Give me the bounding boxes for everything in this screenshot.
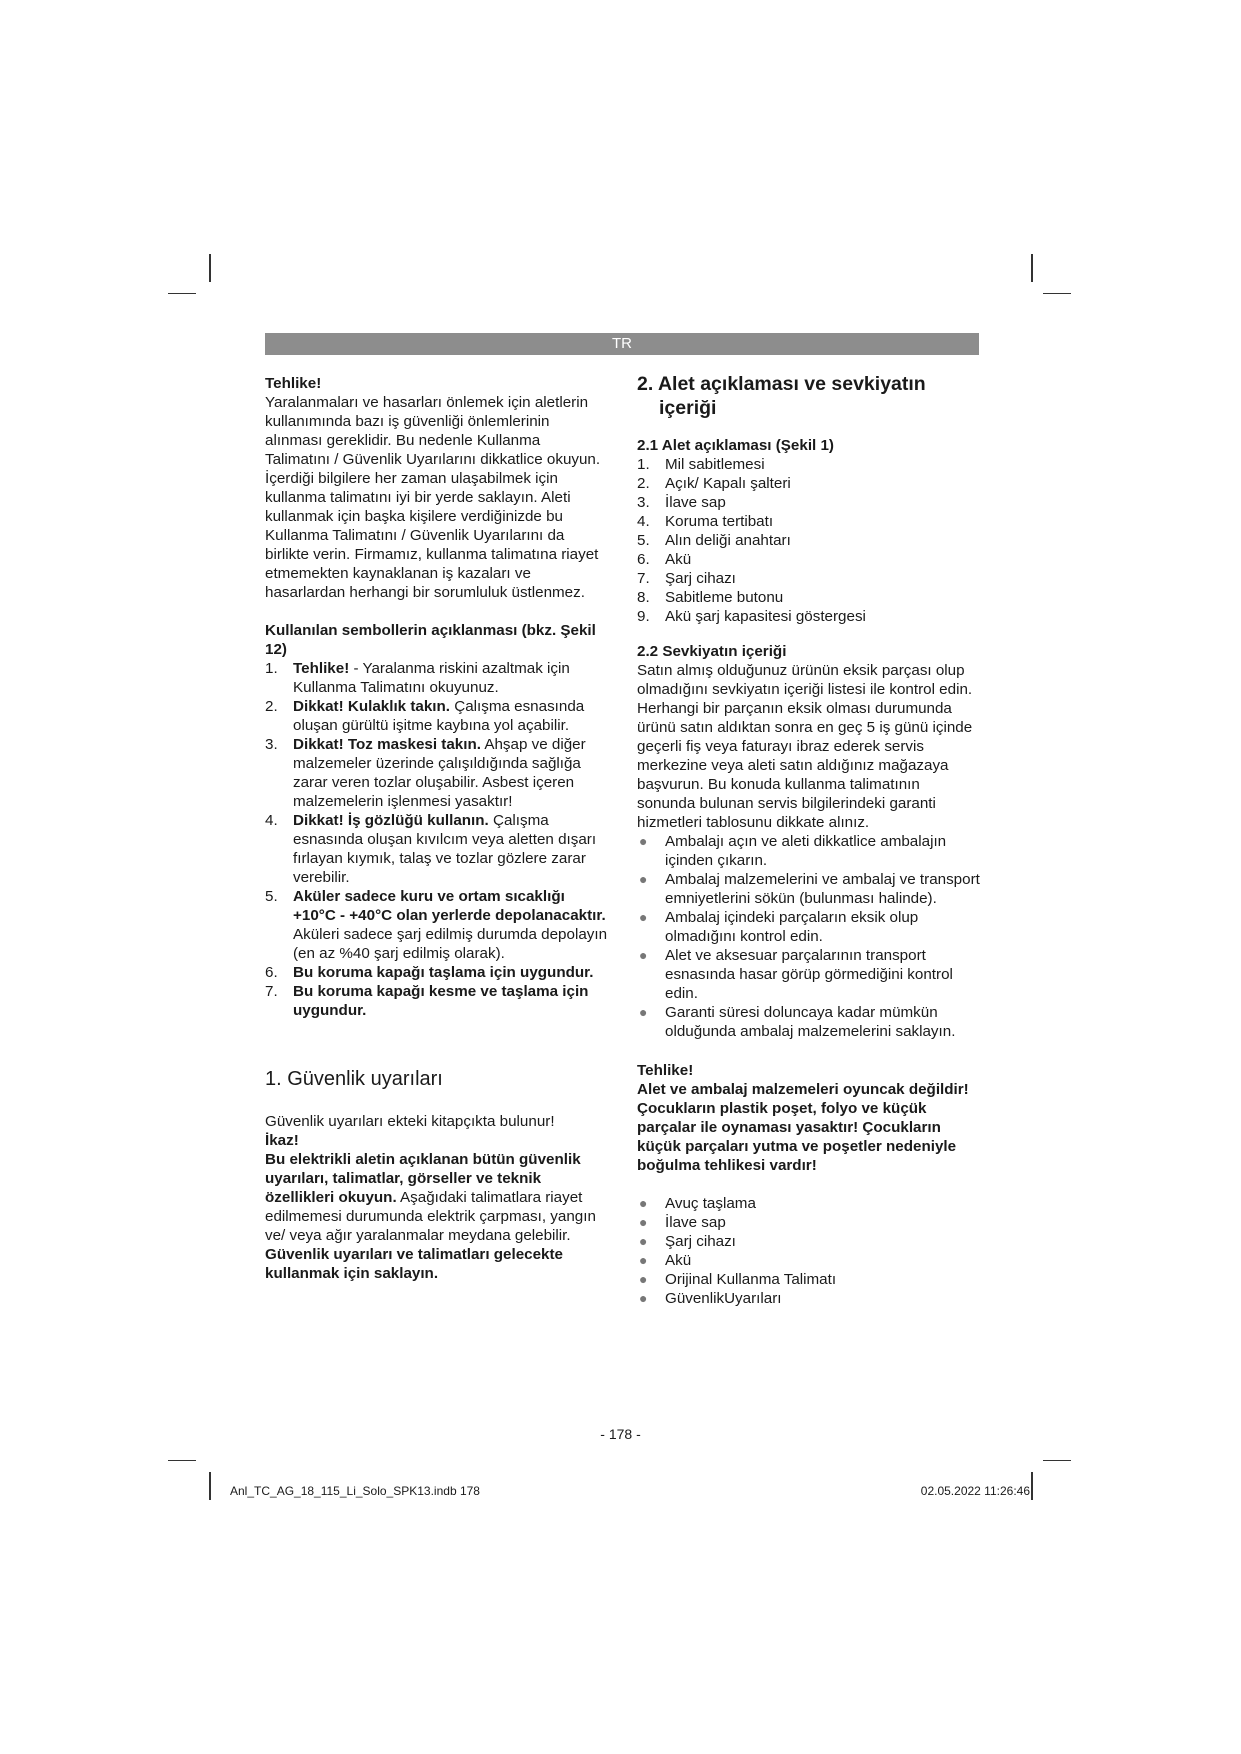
section2-title-line1: 2. Alet açıklaması ve sevkiyatın [637,373,926,395]
bullet-icon: ● [639,1004,648,1020]
bullet-icon: ● [639,909,648,925]
part-number: 8. [637,589,650,606]
part-label: İlave sap [665,494,726,511]
bullet-icon: ● [639,1195,648,1211]
part-item [637,474,981,493]
danger2-title: Tehlike! [637,1062,694,1079]
bullet-icon: ● [639,1252,648,1268]
footer-filename: Anl_TC_AG_18_115_Li_Solo_SPK13.indb 178 [230,1484,480,1498]
part-number: 9. [637,608,650,625]
part-number: 5. [637,532,650,549]
bullet-item [637,946,981,1003]
part-label: Alın deliği anahtarı [665,532,791,549]
bullet-item [637,832,981,870]
symbol-number: 7. [265,983,278,1000]
symbol-item [265,811,609,887]
symbol-number: 2. [265,698,278,715]
part-item [637,455,981,474]
bullet-icon: ● [639,833,648,849]
part-item [637,588,981,607]
warning-title: İkaz! [265,1132,299,1149]
section1-title: 1. Güvenlik uyarıları [265,1068,443,1090]
part-item [637,512,981,531]
crop-mark [1043,293,1071,294]
bullet-text: Ambalajı açın ve aleti dikkatlice ambalajın içinden çıkarın. [665,833,947,869]
part-number: 3. [637,494,650,511]
symbol-bold: Dikkat! Kulaklık takın. [293,698,450,715]
bullet-item [637,908,981,946]
bullet-icon: ● [639,871,648,887]
symbol-item [265,697,609,735]
subsection-2-1-title: 2.1 Alet açıklaması (Şekil 1) [637,437,834,454]
symbol-bold: Bu koruma kapağı taşlama için uygundur. [293,964,594,981]
symbols-list [265,659,609,1020]
parts-list [637,455,981,626]
section2-title-line2: içeriği [659,397,717,419]
delivery-bullets [637,832,981,1041]
keep-instructions: Güvenlik uyarıları ve talimatları gelecekte kullanmak için saklayın. [265,1246,563,1282]
bullet-item [637,1213,981,1232]
symbol-number: 5. [265,888,278,905]
symbol-number: 1. [265,660,278,677]
symbol-item [265,659,609,697]
bullet-text: Alet ve aksesuar parçalarının transport esnasında hasar görüp görmediğini kontrol edin. [665,947,953,1002]
part-label: Sabitleme butonu [665,589,784,606]
bullet-item [637,1289,981,1308]
part-number: 1. [637,456,650,473]
part-item [637,569,981,588]
part-item [637,550,981,569]
bullet-icon: ● [639,1290,648,1306]
subsection-2-2-title: 2.2 Sevkiyatın içeriği [637,643,787,660]
warning-paragraph [265,1150,609,1245]
warning-bold: Bu elektrikli aletin açıklanan bütün güvenlik uyarıları, talimatlar, görseller ve teknik özellikleri okuyun. [265,1151,581,1206]
symbol-item [265,735,609,811]
symbols-title: Kullanılan sembollerin açıklanması (bkz. Şekil 12) [265,622,596,658]
symbol-text: Çalışma esnasında oluşan kıvılcım veya aletten dışarı fırlayan kıymık, talaş ve tozlar gözlere zarar verebilir. [293,812,597,886]
crop-mark [168,1460,196,1461]
part-number: 4. [637,513,650,530]
crop-mark [209,1472,211,1500]
part-label: Koruma tertibatı [665,513,774,530]
symbol-number: 4. [265,812,278,829]
bullet-text: Ambalaj malzemelerini ve ambalaj ve transport emniyetlerini sökün (bulunması halinde). [665,871,980,907]
part-label: Şarj cihazı [665,570,736,587]
footer-date: 02.05.2022 11:26:46 [920,1484,1030,1498]
symbol-text: - Yaralanma riskini azaltmak için Kullanma Talimatını okuyunuz. [293,660,570,696]
part-item [637,531,981,550]
part-number: 7. [637,570,650,587]
symbol-text: Çalışma esnasında oluşan gürültü işitme kaybına yol açabilir. [293,698,585,734]
bullet-item [637,1270,981,1289]
part-label: Akü şarj kapasitesi göstergesi [665,608,866,625]
bullet-text: İlave sap [665,1214,726,1231]
symbol-number: 3. [265,736,278,753]
crop-mark [1031,254,1033,282]
part-label: Açık/ Kapalı şalteri [665,475,791,492]
symbol-item [265,982,609,1020]
warning-text: Aşağıdaki talimatlara riayet edilmemesi durumunda elektrik çarpması, yangın ve/ veya ağır yaralanmalar meydana gelebilir. [265,1189,596,1244]
bullet-text: Avuç taşlama [665,1195,756,1212]
bullet-item [637,1003,981,1041]
part-number: 2. [637,475,650,492]
symbol-number: 6. [265,964,278,981]
symbol-bold: Tehlike! [293,660,350,677]
language-header-bar [265,333,979,355]
bullet-icon: ● [639,947,648,963]
bullet-item [637,1232,981,1251]
danger2-text: Alet ve ambalaj malzemeleri oyuncak değildir! Çocukların plastik poşet, folyo ve küçük parçalar ile oynaması yasaktır! Çocukların küçük parçaları yutma ve poşetler nedeniyle boğulma tehlikesi vardır! [637,1081,969,1174]
symbol-bold: Dikkat! İş gözlüğü kullanın. [293,812,489,829]
section1-intro: Güvenlik uyarıları ekteki kitapçıkta bulunur! [265,1113,555,1130]
bullet-item [637,870,981,908]
bullet-text: Akü [665,1252,692,1269]
symbol-item [265,963,609,982]
bullet-icon: ● [639,1214,648,1230]
bullet-text: GüvenlikUyarıları [665,1290,782,1307]
crop-mark [1043,1460,1071,1461]
contents-list [637,1194,981,1308]
part-label: Mil sabitlemesi [665,456,765,473]
symbol-text: Ahşap ve diğer malzemeler üzerinde çalışıldığında sağlığa zarar veren tozlar oluşabilir. Asbest içeren malzemelerin işlenmesi yasaktır! [293,736,586,810]
part-item [637,493,981,512]
symbol-bold: Dikkat! Toz maskesi takın. [293,736,481,753]
bullet-text: Orijinal Kullanma Talimatı [665,1271,837,1288]
bullet-text: Garanti süresi doluncaya kadar mümkün olduğunda ambalaj malzemelerini saklayın. [665,1004,956,1040]
crop-mark [1031,1472,1033,1500]
left-column [265,374,609,1283]
danger-title: Tehlike! [265,375,322,392]
bullet-item [637,1251,981,1270]
symbol-bold: Bu koruma kapağı kesme ve taşlama için uygundur. [293,983,589,1019]
part-label: Akü [665,551,692,568]
bullet-item [637,1194,981,1213]
crop-mark [168,293,196,294]
symbol-text: Aküleri sadece şarj edilmiş durumda depolayın (en az %40 şarj edilmiş olarak). [293,926,608,962]
bullet-text: Ambalaj içindeki parçaların eksik olup olmadığını kontrol edin. [665,909,919,945]
part-item [637,607,981,626]
delivery-text: Satın almış olduğunuz ürünün eksik parçası olup olmadığını sevkiyatın içeriği listesi ile kontrol edin. Herhangi bir parçanın eksik olması durumunda ürünü satın aldıktan sonra en geç 5 iş günü içinde geçerli fiş veya faturayı ibraz ederek servis merkezine veya aleti satın aldığınız mağazaya başvurun. Bu konuda kullanma talimatının sonunda bulunan servis bilgilerindeki garanti hizmetleri tablosunu dikkate alınız. [637,662,973,831]
bullet-text: Şarj cihazı [665,1233,736,1250]
symbol-bold: Aküler sadece kuru ve ortam sıcaklığı +10°C - +40°C olan yerlerde depolanacaktır. [293,888,606,924]
page-number: - 178 - [600,1426,641,1442]
language-code: TR [612,335,632,352]
bullet-icon: ● [639,1233,648,1249]
symbol-item [265,887,609,963]
part-number: 6. [637,551,650,568]
right-column [637,372,981,1308]
crop-mark [209,254,211,282]
bullet-icon: ● [639,1271,648,1287]
danger-text: Yaralanmaları ve hasarları önlemek için aletlerin kullanımında bazı iş güvenliği önlemlerinin alınması gereklidir. Bu nedenle Kullanma Talimatını / Güvenlik Uyarılarını dikkatlice okuyun. İçerdiği bilgilere her zaman ulaşabilmek için kullanma talimatını iyi bir yerde saklayın. Aleti kullanmak için başka kişilere verdiğinizde bu Kullanma Talimatını / Güvenlik Uyarılarını da birlikte verin. Firmamız, kullanma talimatına riayet etmemekten kaynaklanan iş kazaları ve hasarlardan herhangi bir sorumluluk üstlenmez. [265,394,601,601]
